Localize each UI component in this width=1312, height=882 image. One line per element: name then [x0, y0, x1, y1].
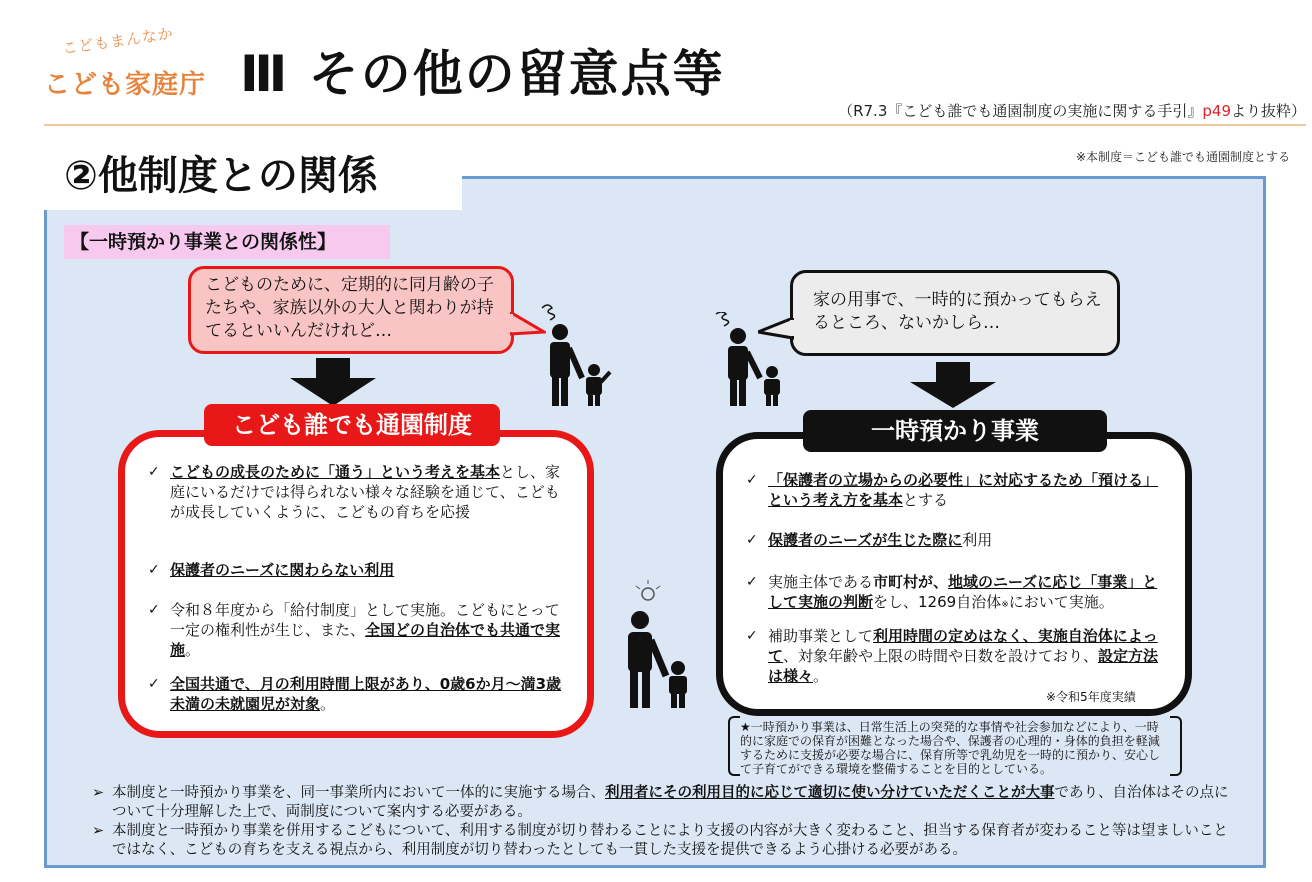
parent-child-icon: [614, 580, 700, 710]
speech-bubble-right: [790, 270, 1120, 356]
list-item: ✓ 補助事業として利用時間の定めはなく、実施自治体によって、対象年齢や上限の時間や日数を設けており、設定方法は様々。: [746, 627, 1159, 685]
down-arrow-icon: [290, 358, 376, 406]
parent-child-icon: [536, 304, 616, 408]
check-icon: ✓: [148, 676, 160, 692]
header-divider: [44, 124, 1306, 126]
down-arrow-icon: [910, 362, 996, 408]
right-box-footnote: ※令和5年度実績: [1046, 690, 1136, 704]
logo-agency-name: こども家庭庁: [44, 70, 207, 100]
ichiji-azukari-title: 一時預かり事業: [803, 410, 1107, 452]
check-icon: ✓: [746, 472, 758, 488]
relation-label: 【一時預かり事業との関係性】: [64, 225, 390, 259]
section-title: ②他制度との関係: [64, 153, 378, 199]
list-item: ✓ 保護者のニーズが生じた際に利用: [746, 531, 993, 549]
list-item: ✓ こどもの成長のために「通う」という考えを基本とし、家庭にいるだけでは得られない様々な経験を通じて、こどもが成長していくように、こどもの育ちを応援: [148, 463, 561, 521]
parent-child-icon: [712, 312, 792, 408]
kodomo-daredemo-title: こども誰でも通園制度: [204, 404, 500, 446]
speech-bubble-left-text: こどものために、定期的に同月齢の子たちや、家族以外の大人と関わりが持てるといいんだけれど…: [205, 275, 494, 341]
bottom-note: ➢ 本制度と一時預かり事業を併用するこどもについて、利用する制度が切り替わることにより支援の内容が大きく変わること、担当する保育者が変わること等は望ましいことではなく、こどもの育ちを支える視点から、利用制度が切り替わったとしても一貫した支援を提供できるよう心掛ける必要がある。: [92, 823, 1228, 858]
speech-bubble-right-text: 家の用事で、一時的に預かってもらえるところ、ないかしら…: [813, 290, 1102, 333]
check-icon: ✓: [746, 628, 758, 644]
worry-scribble-icon: [542, 305, 555, 320]
check-icon: ✓: [148, 464, 160, 480]
speech-bubble-left: [188, 266, 514, 354]
list-item: ✓ 令和８年度から「給付制度」として実施。こどもにとって一定の権利性が生じ、また、全国どの自治体でも共通で実施。: [148, 601, 561, 659]
page-title: Ⅲ その他の留意点等: [240, 45, 725, 103]
lightbulb-icon: [636, 580, 660, 600]
list-item: ✓ 実施主体である市町村が、地域のニーズに応じ「事業」として実施の判断をし、1269自治体※において実施。: [746, 573, 1158, 611]
check-icon: ✓: [148, 602, 160, 618]
check-icon: ✓: [746, 574, 758, 590]
worry-scribble-icon: [716, 312, 729, 326]
check-icon: ✓: [148, 562, 160, 578]
star-note: ★一時預かり事業は、日常生活上の突発的な事情や社会参加などにより、一時的に家庭での保育が困難となった場合や、保護者の心理的・身体的負担を軽減するために支援が必要な場合に、保育所等で乳幼児を一時的に預かり、安心して子育てができる環境を整備することを目的としている。: [740, 720, 1161, 776]
logo-tagline: こどもまんなか: [61, 24, 175, 58]
bracket-right: [1170, 716, 1182, 776]
bottom-note: ➢ 本制度と一時預かり事業を、同一事業所内において一体的に実施する場合、利用者にその利用目的に応じて適切に使い分けていただくことが大事であり、自治体はその点について十分理解した上で、両制度について案内する必要がある。: [92, 785, 1229, 820]
list-item: ✓ 全国共通で、月の利用時間上限があり、0歳6か月～満3歳未満の未就園児が対象。: [148, 675, 562, 713]
bracket-left: [728, 716, 740, 776]
check-icon: ✓: [746, 532, 758, 548]
list-item: ✓ 「保護者の立場からの必要性」に対応するため「預ける」という考え方を基本とする: [746, 471, 1159, 509]
list-item: ✓ 保護者のニーズに関わらない利用: [148, 561, 395, 579]
source-note: （R7.3『こども誰でも通園制度の実施に関する手引』p49より抜粋）: [838, 102, 1306, 120]
definition-note: ※本制度＝こども誰でも通園制度とする: [1075, 150, 1290, 164]
